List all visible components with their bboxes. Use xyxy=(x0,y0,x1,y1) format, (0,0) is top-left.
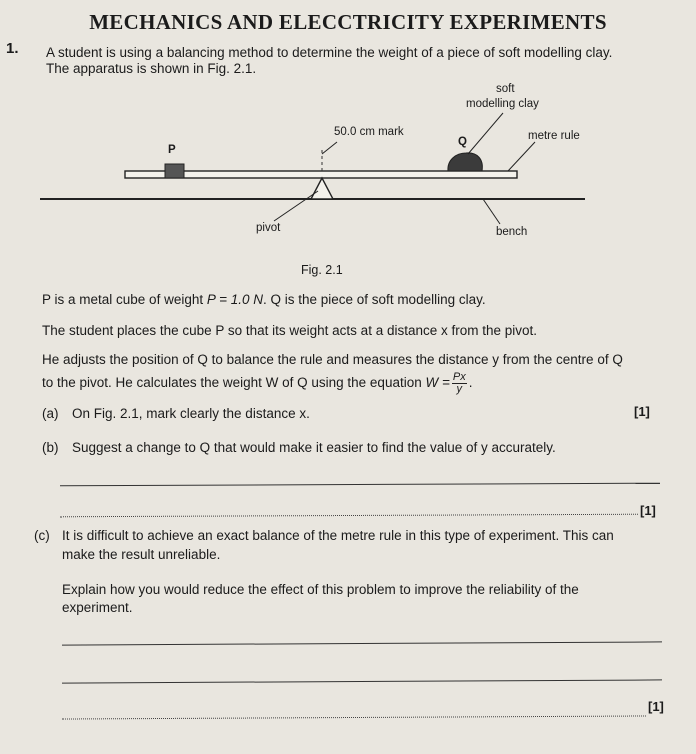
question-number: 1. xyxy=(6,40,19,57)
para1-start: P is a metal cube of weight xyxy=(42,292,207,307)
answer-line-c-2[interactable] xyxy=(62,679,662,683)
p-equation: P = 1.0 N xyxy=(206,292,263,307)
answer-line-c-1[interactable] xyxy=(62,641,662,645)
part-b-label: (b) xyxy=(42,440,59,455)
para-adjust-line1: He adjusts the position of Q to balance the rule and measures the distance y from the centre of Q xyxy=(42,352,623,367)
part-a-text: On Fig. 2.1, mark clearly the distance x. xyxy=(72,406,310,421)
cube-p xyxy=(165,164,184,178)
part-c-text-line1: It is difficult to achieve an exact balance of the metre rule in this type of experiment. This can xyxy=(62,528,614,543)
part-b-marks: [1] xyxy=(640,503,656,518)
label-50cm-mark: 50.0 cm mark xyxy=(334,126,404,138)
intro-line-2: The apparatus is shown in Fig. 2.1. xyxy=(46,61,257,76)
para-adjust-line2 xyxy=(42,372,472,395)
label-modelling-clay: modelling clay xyxy=(466,98,539,110)
answer-line-b-1[interactable] xyxy=(60,483,660,487)
part-c-label: (c) xyxy=(34,528,50,543)
clay-q xyxy=(448,153,482,171)
leader-bench xyxy=(483,199,500,224)
part-c-text-line2: make the result unreliable. xyxy=(62,547,221,562)
para3-line2-text: to the pivot. He calculates the weight W of Q using the equation xyxy=(42,375,426,391)
label-pivot: pivot xyxy=(256,222,281,234)
part-a-label: (a) xyxy=(42,406,59,421)
leader-pivot xyxy=(274,191,318,221)
figure-caption: Fig. 2.1 xyxy=(301,263,343,277)
leader-clay xyxy=(468,113,503,154)
label-soft: soft xyxy=(496,83,515,95)
answer-line-c-3[interactable] xyxy=(62,715,646,719)
intro-line-1: A student is using a balancing method to determine the weight of a piece of soft modelling clay. xyxy=(46,45,613,60)
part-c-explain-line1: Explain how you would reduce the effect of this problem to improve the reliability of the xyxy=(62,582,579,597)
page-title: MECHANICS AND ELECCTRICITY EXPERIMENTS xyxy=(89,10,607,34)
part-c-explain-line2: experiment. xyxy=(62,600,133,615)
part-c-marks: [1] xyxy=(648,699,664,714)
apparatus-diagram xyxy=(0,80,696,280)
para3-end: . xyxy=(468,375,473,391)
para-weight-p xyxy=(42,292,486,308)
equation-numerator: Px xyxy=(452,371,466,383)
label-bench: bench xyxy=(496,226,528,238)
para1-end: . Q is the piece of soft modelling clay. xyxy=(263,292,486,307)
label-q: Q xyxy=(458,136,467,148)
label-metre-rule: metre rule xyxy=(528,130,580,142)
pivot-triangle xyxy=(311,178,333,199)
equation-lhs: W = xyxy=(425,375,450,391)
leader-rule xyxy=(508,142,535,171)
label-p: P xyxy=(168,144,176,156)
equation-denominator: y xyxy=(456,383,463,395)
figure-2-1 xyxy=(0,80,696,280)
part-b-text: Suggest a change to Q that would make it easier to find the value of y accurately. xyxy=(72,440,556,455)
part-a-marks: [1] xyxy=(634,404,650,419)
para-distance-x: The student places the cube P so that its weight acts at a distance x from the pivot. xyxy=(42,323,538,338)
answer-line-b-2[interactable] xyxy=(60,514,638,518)
equation-fraction xyxy=(452,372,467,395)
leader-50cm xyxy=(322,142,337,154)
